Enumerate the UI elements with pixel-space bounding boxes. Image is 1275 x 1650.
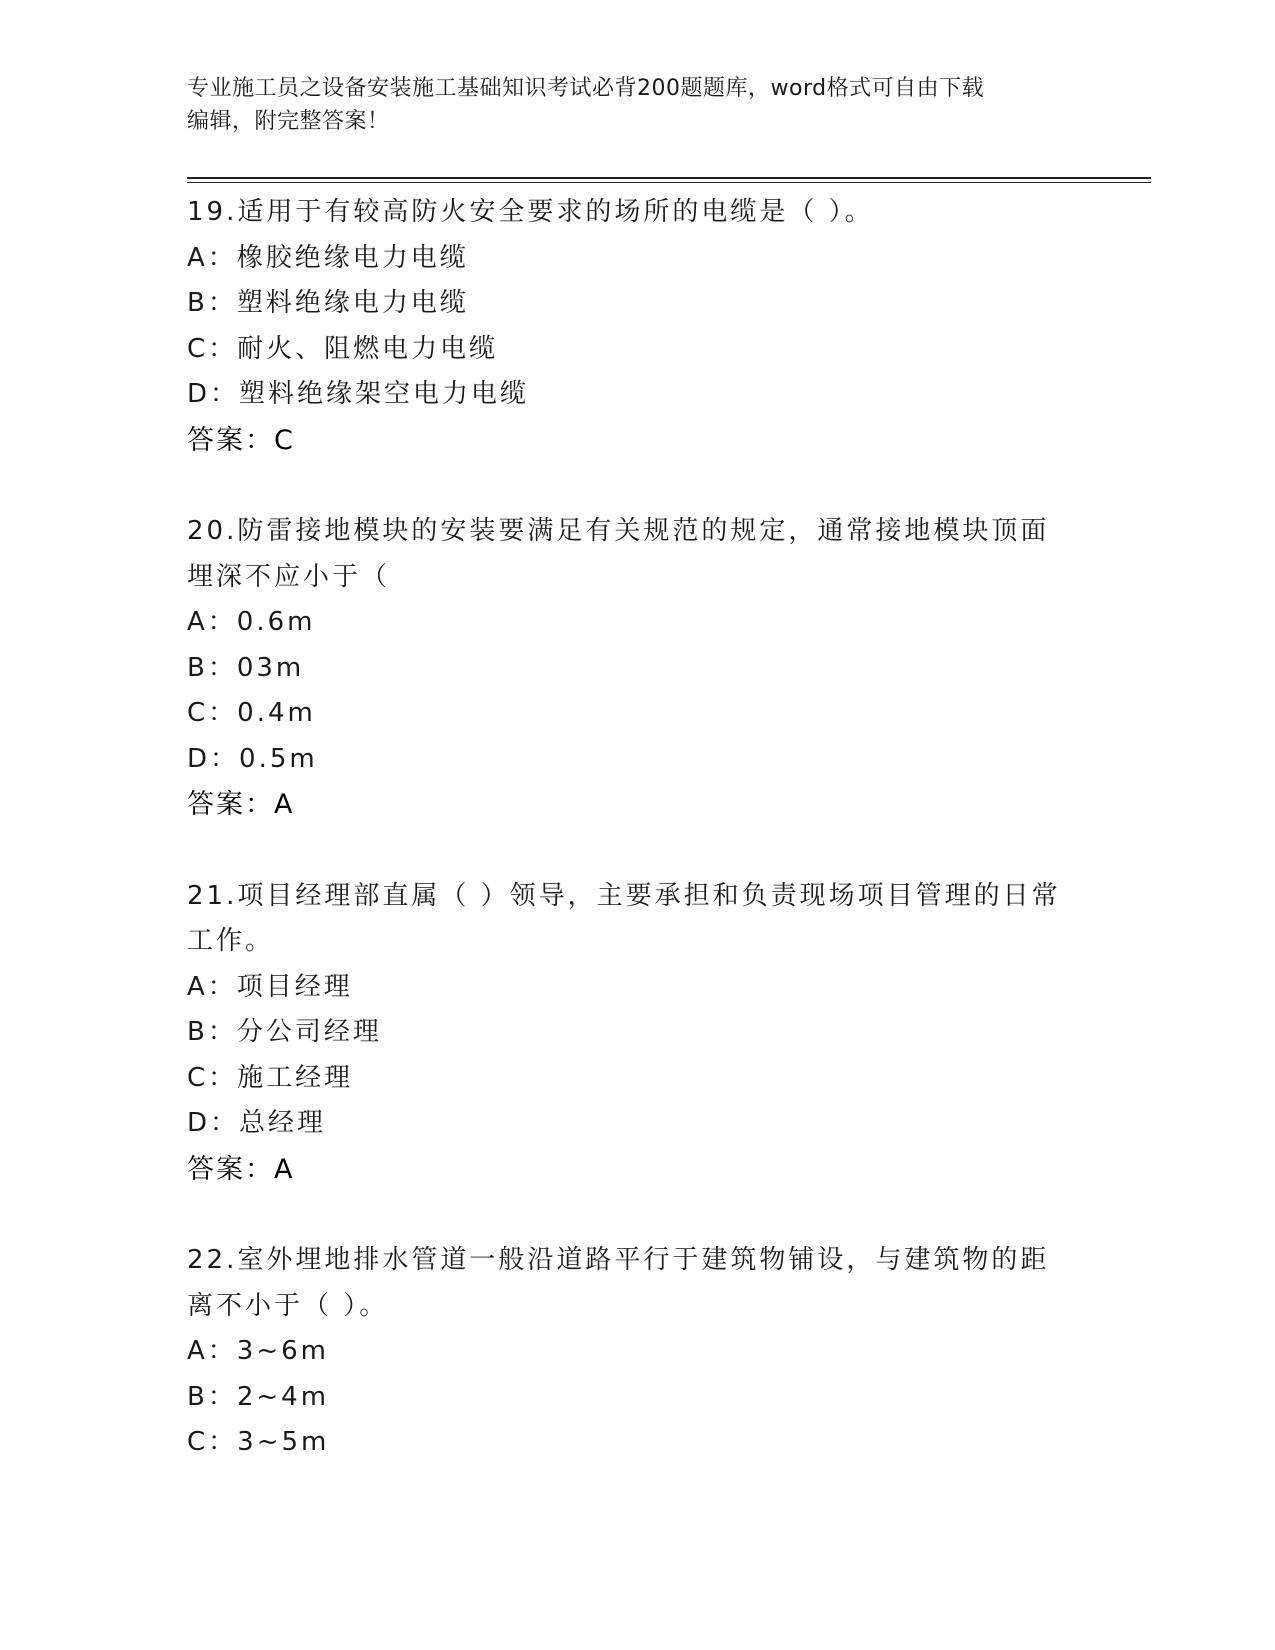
question-spacer <box>187 1192 1087 1238</box>
option-b: B：03m <box>187 652 305 683</box>
option-d: D：塑料绝缘架空电力电缆 <box>187 379 530 409</box>
answer-line: 答案：A <box>187 789 295 820</box>
option-b: B：塑料绝缘电力电缆 <box>187 288 469 318</box>
question-19 <box>187 190 1087 463</box>
question-stem: 19.适用于有较高防火安全要求的场所的电缆是（ ）。 <box>187 197 874 227</box>
option-a: A：项目经理 <box>187 971 353 1002</box>
question-list <box>187 190 1087 1466</box>
option-a: A：3~6m <box>187 1336 329 1366</box>
option-c: C：耐火、阻燃电力电缆 <box>187 333 499 364</box>
answer-line: 答案：A <box>187 1153 295 1185</box>
option-c: C：0.4m <box>187 698 316 728</box>
option-d: D：总经理 <box>187 1108 327 1138</box>
option-b: B：2~4m <box>187 1381 330 1412</box>
question-stem: 20.防雷接地模块的安装要满足有关规范的规定，通常接地模块顶面埋深不应小于（ <box>187 516 1050 592</box>
header-divider-thick <box>187 177 1151 179</box>
document-header <box>187 72 1067 138</box>
header-title-line-1: 专业施工员之设备安装施工基础知识考试必背200题题库，word格式可自由下载 <box>187 76 985 101</box>
question-stem: 21.项目经理部直属（ ）领导，主要承担和负责现场项目管理的日常工作。 <box>187 880 1061 956</box>
question-20 <box>187 509 1087 828</box>
answer-line: 答案：C <box>187 424 295 456</box>
option-a: A：橡胶绝缘电力电缆 <box>187 242 469 273</box>
option-d: D：0.5m <box>187 743 318 774</box>
option-b: B：分公司经理 <box>187 1017 382 1047</box>
question-spacer <box>187 463 1087 509</box>
question-22 <box>187 1238 1087 1466</box>
option-c: C：施工经理 <box>187 1062 354 1093</box>
header-title-line-2: 编辑，附完整答案！ <box>187 109 390 134</box>
question-stem: 22.室外埋地排水管道一般沿道路平行于建筑物铺设，与建筑物的距离不小于（ ）。 <box>187 1245 1050 1321</box>
option-c: C：3~5m <box>187 1427 330 1457</box>
question-21 <box>187 874 1087 1193</box>
option-a: A：0.6m <box>187 607 316 637</box>
header-divider-thin <box>187 182 1151 183</box>
question-spacer <box>187 828 1087 874</box>
